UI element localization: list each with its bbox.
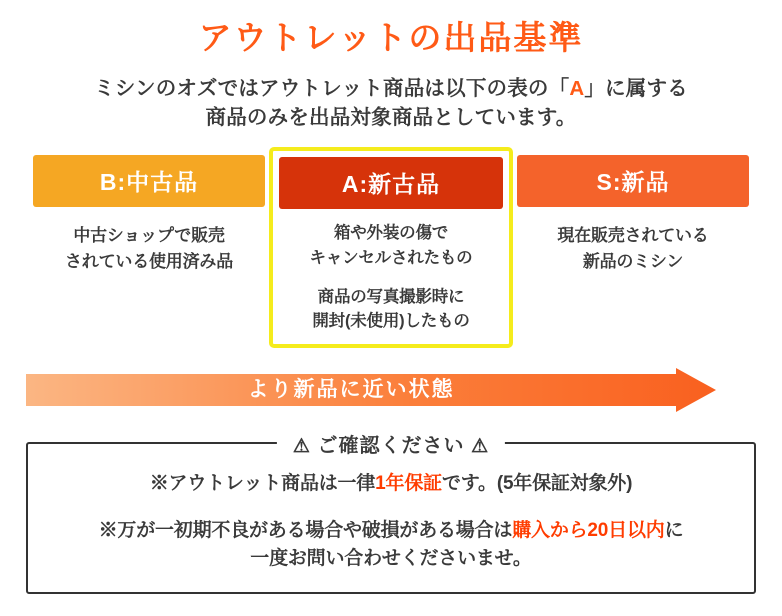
grade-s-line-1: 現在販売されている: [557, 226, 709, 246]
grade-column-a: [269, 147, 513, 348]
notice-title: [277, 429, 505, 458]
notice-line-3: 一度お問い合わせくださいませ。: [250, 548, 532, 570]
lead-highlight-a: A: [569, 76, 585, 100]
lead-line-2: 商品のみを出品対象商品としています。: [205, 106, 577, 130]
grade-header-a: A:新古品: [279, 157, 503, 209]
lead-text-part2: 」に属する: [584, 76, 688, 100]
notice-line2-highlight: 購入から20日以内: [512, 519, 665, 541]
grade-b-line-1: 中古ショップで販売: [73, 226, 225, 246]
lead-copy: [0, 74, 782, 133]
grade-columns: [0, 155, 782, 348]
grade-s-line-2: 新品のミシン: [582, 251, 684, 271]
grade-a2-line-2: 開封(未使用)したもの: [312, 312, 470, 331]
notice-line1-part-a: ※アウトレット商品は一律: [149, 473, 376, 495]
grade-description-s: [517, 223, 749, 274]
grade-description-a-1: [279, 221, 503, 271]
notice-line2-part-b: に: [664, 519, 684, 541]
page-title: アウトレットの出品基準: [198, 19, 584, 56]
grade-header-b: B:中古品: [33, 155, 265, 207]
grade-a1-line-2: キャンセルされたもの: [309, 248, 473, 267]
warning-icon-left: ⚠: [292, 436, 311, 458]
arrow-label: より新品に近い状態: [247, 378, 455, 402]
notice-line-2: [48, 517, 734, 574]
notice-line-1: [48, 470, 734, 499]
grade-description-a-2: [279, 285, 503, 335]
notice-line1-highlight: 1年保証: [375, 473, 442, 495]
condition-arrow: [26, 368, 756, 412]
grade-description-b: [33, 223, 265, 274]
grade-a1-line-1: 箱や外装の傷で: [333, 224, 449, 243]
grade-header-s: S:新品: [517, 155, 749, 207]
grade-a2-line-1: 商品の写真撮影時に: [317, 287, 465, 306]
lead-line-1: [0, 74, 782, 104]
notice-line1-part-b: です。(5年保証対象外): [441, 473, 633, 495]
warning-icon-right: ⚠: [471, 436, 490, 458]
grade-column-b: [33, 155, 265, 274]
grade-b-line-2: されている使用済み品: [65, 251, 233, 271]
lead-text-part1: ミシンのオズではアウトレット商品は以下の表の「: [94, 76, 570, 100]
grade-column-s: [517, 155, 749, 274]
notice-title-text: ご確認ください: [317, 435, 465, 458]
notice-line2-part-a: ※万が一初期不良がある場合や破損がある場合は: [98, 519, 513, 541]
notice-box: [26, 435, 756, 594]
